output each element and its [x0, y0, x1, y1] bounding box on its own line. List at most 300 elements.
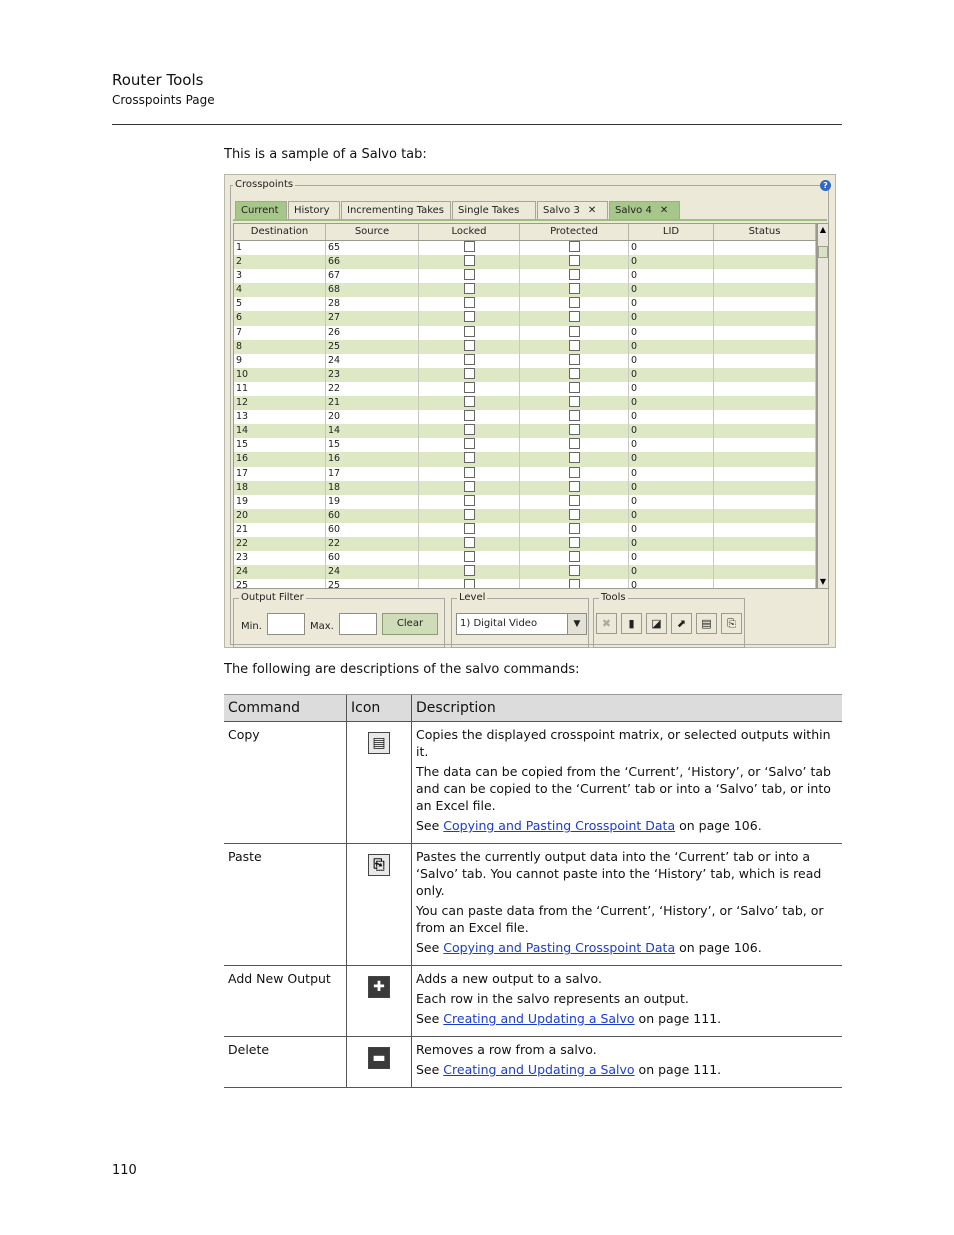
checkbox[interactable] [569, 565, 580, 576]
see-prefix: See [416, 818, 444, 833]
tab-current[interactable] [235, 201, 287, 219]
checkbox[interactable] [464, 255, 475, 266]
status-cell[interactable] [714, 523, 816, 537]
source-cell[interactable]: 24 [326, 565, 419, 579]
locked-checkbox [419, 326, 520, 340]
status-cell[interactable] [714, 326, 816, 340]
checkbox[interactable] [464, 424, 475, 435]
destination-cell[interactable]: 3 [234, 269, 326, 283]
checkbox[interactable] [569, 551, 580, 562]
status-cell[interactable] [714, 467, 816, 481]
source-cell[interactable]: 28 [326, 297, 419, 311]
lid-cell[interactable]: 0 [629, 255, 714, 269]
destination-cell[interactable]: 22 [234, 537, 326, 551]
level-title: Level [459, 592, 486, 603]
checkbox[interactable] [569, 297, 580, 308]
see-also [416, 1010, 838, 1027]
command-icon-cell [347, 966, 412, 1037]
lid-cell[interactable]: 0 [629, 467, 714, 481]
take-pending-icon[interactable]: ⬈ [671, 613, 692, 634]
lid-cell[interactable]: 0 [629, 438, 714, 452]
help-icon[interactable]: ? [820, 180, 831, 191]
lid-cell[interactable]: 0 [629, 523, 714, 537]
status-cell[interactable] [714, 311, 816, 325]
protected-checkbox [520, 495, 629, 509]
description-line: You can paste data from the ‘Current’, ‘History’, or ‘Salvo’ tab, or from an Excel file. [416, 903, 824, 935]
source-cell[interactable]: 18 [326, 481, 419, 495]
protected-checkbox [520, 467, 629, 481]
command-name: Paste [224, 844, 347, 966]
page-number: 110 [112, 1163, 137, 1178]
source-cell[interactable]: 25 [326, 579, 419, 589]
source-cell[interactable]: 22 [326, 537, 419, 551]
lid-cell[interactable]: 0 [629, 495, 714, 509]
crosspoints-group-title: Crosspoints [235, 179, 294, 190]
command-description [412, 1037, 843, 1088]
column-header-status[interactable]: Status [714, 224, 816, 240]
source-cell[interactable]: 22 [326, 382, 419, 396]
tab-salvo-3[interactable] [537, 201, 608, 219]
checkbox[interactable] [569, 424, 580, 435]
lid-cell[interactable]: 0 [629, 565, 714, 579]
output-filter-group [233, 592, 445, 648]
checkbox[interactable] [569, 340, 580, 351]
destination-cell[interactable]: 9 [234, 354, 326, 368]
lid-cell[interactable]: 0 [629, 241, 714, 255]
checkbox[interactable] [569, 537, 580, 548]
status-cell[interactable] [714, 241, 816, 255]
checkbox[interactable] [464, 396, 475, 407]
tools-group [593, 592, 745, 648]
source-cell[interactable]: 17 [326, 467, 419, 481]
tab-history[interactable] [288, 201, 340, 219]
checkbox[interactable] [464, 241, 475, 252]
table-row[interactable] [234, 311, 816, 325]
description-line: The data can be copied from the ‘Current’, ‘History’, or ‘Salvo’ tab and can be copied to the ‘Current’ tab or into a ‘Salvo’ tab, or into an Excel file. [416, 764, 831, 813]
status-cell[interactable] [714, 509, 816, 523]
protected-checkbox [520, 368, 629, 382]
table-row [224, 844, 842, 966]
checkbox[interactable] [464, 297, 475, 308]
status-cell[interactable] [714, 368, 816, 382]
status-cell[interactable] [714, 269, 816, 283]
locked-checkbox [419, 467, 520, 481]
max-input[interactable] [339, 613, 377, 635]
source-cell[interactable]: 27 [326, 311, 419, 325]
checkbox[interactable] [569, 269, 580, 280]
status-cell[interactable] [714, 551, 816, 565]
locked-checkbox [419, 565, 520, 579]
table-row[interactable] [234, 241, 816, 255]
header-command: Command [224, 695, 347, 722]
cross-reference-link[interactable]: Creating and Updating a Salvo [443, 1062, 635, 1077]
see-suffix: on page 106. [675, 818, 762, 833]
tab-label: Salvo 4 [615, 205, 652, 216]
status-cell[interactable] [714, 537, 816, 551]
intro-text: This is a sample of a Salvo tab: [224, 147, 427, 162]
source-cell[interactable]: 21 [326, 396, 419, 410]
protected-checkbox [520, 579, 629, 589]
checkbox[interactable] [569, 241, 580, 252]
source-cell[interactable]: 20 [326, 410, 419, 424]
checkbox[interactable] [464, 438, 475, 449]
protected-checkbox [520, 410, 629, 424]
tab-incrementing-takes[interactable] [341, 201, 451, 219]
lid-cell[interactable]: 0 [629, 354, 714, 368]
status-cell[interactable] [714, 396, 816, 410]
status-cell[interactable] [714, 579, 816, 589]
destination-cell[interactable]: 7 [234, 326, 326, 340]
locked-checkbox [419, 297, 520, 311]
level-selected-value: 1) Digital Video [460, 618, 538, 629]
scroll-down-icon[interactable]: ▼ [819, 577, 827, 586]
checkbox[interactable] [464, 269, 475, 280]
destination-cell[interactable]: 14 [234, 424, 326, 438]
cross-reference-link[interactable]: Copying and Pasting Crosspoint Data [443, 940, 676, 955]
table-row[interactable] [234, 283, 816, 297]
source-cell[interactable]: 24 [326, 354, 419, 368]
checkbox[interactable] [569, 311, 580, 322]
output-filter-title: Output Filter [241, 592, 304, 603]
command-description [412, 966, 843, 1037]
destination-cell[interactable]: 6 [234, 311, 326, 325]
table-row[interactable] [234, 551, 816, 565]
destination-cell[interactable]: 18 [234, 481, 326, 495]
checkbox[interactable] [569, 382, 580, 393]
command-name: Delete [224, 1037, 347, 1088]
description-intro: The following are descriptions of the salvo commands: [224, 662, 580, 677]
add-output-icon[interactable]: ▮ [621, 613, 642, 634]
protected-checkbox [520, 297, 629, 311]
checkbox[interactable] [569, 481, 580, 492]
locked-checkbox [419, 269, 520, 283]
copy-icon[interactable]: ▤ [696, 613, 717, 634]
description-line: Removes a row from a salvo. [416, 1042, 597, 1057]
column-header-source[interactable]: Source [326, 224, 419, 240]
checkbox[interactable] [464, 467, 475, 478]
destination-cell[interactable]: 4 [234, 283, 326, 297]
see-prefix: See [416, 1062, 444, 1077]
see-suffix: on page 111. [634, 1011, 722, 1026]
close-icon[interactable]: ✕ [587, 205, 597, 216]
table-row [224, 1037, 842, 1088]
lid-cell[interactable]: 0 [629, 311, 714, 325]
source-cell[interactable]: 68 [326, 283, 419, 297]
table-row[interactable] [234, 396, 816, 410]
column-header-lid[interactable]: LID [629, 224, 714, 240]
destination-cell[interactable]: 24 [234, 565, 326, 579]
column-header-protected[interactable]: Protected [520, 224, 629, 240]
level-select[interactable] [456, 613, 587, 635]
status-cell[interactable] [714, 382, 816, 396]
protected-checkbox [520, 438, 629, 452]
checkbox[interactable] [464, 523, 475, 534]
cross-reference-link[interactable]: Creating and Updating a Salvo [443, 1011, 635, 1026]
lid-cell[interactable]: 0 [629, 340, 714, 354]
delete-icon[interactable]: ✖ [596, 613, 617, 634]
lid-cell[interactable]: 0 [629, 382, 714, 396]
checkbox[interactable] [464, 537, 475, 548]
status-cell[interactable] [714, 438, 816, 452]
checkbox[interactable] [464, 495, 475, 506]
checkbox[interactable] [464, 354, 475, 365]
close-icon[interactable]: ✕ [659, 205, 669, 216]
paste-icon: ⎘ [368, 854, 390, 876]
cross-reference-link[interactable]: Copying and Pasting Crosspoint Data [443, 818, 676, 833]
checkbox[interactable] [464, 579, 475, 589]
destination-cell[interactable]: 12 [234, 396, 326, 410]
status-cell[interactable] [714, 452, 816, 466]
checkbox[interactable] [569, 495, 580, 506]
table-row[interactable] [234, 495, 816, 509]
lid-cell[interactable]: 0 [629, 579, 714, 589]
locked-checkbox [419, 354, 520, 368]
tab-label: Current [241, 205, 279, 216]
command-icon-cell [347, 722, 412, 844]
lid-cell[interactable]: 0 [629, 424, 714, 438]
command-description [412, 844, 843, 966]
status-cell[interactable] [714, 565, 816, 579]
lid-cell[interactable]: 0 [629, 283, 714, 297]
header-description: Description [412, 695, 843, 722]
source-cell[interactable]: 23 [326, 368, 419, 382]
destination-cell[interactable]: 19 [234, 495, 326, 509]
lid-cell[interactable]: 0 [629, 452, 714, 466]
destination-cell[interactable]: 15 [234, 438, 326, 452]
lid-cell[interactable]: 0 [629, 297, 714, 311]
protected-checkbox [520, 269, 629, 283]
lid-cell[interactable]: 0 [629, 269, 714, 283]
salvo-screenshot [224, 174, 836, 648]
checkbox[interactable] [464, 340, 475, 351]
level-group [451, 592, 589, 648]
see-prefix: See [416, 940, 444, 955]
protected-checkbox [520, 424, 629, 438]
tab-single-takes[interactable] [452, 201, 536, 219]
table-header-row [224, 695, 842, 722]
source-cell[interactable]: 65 [326, 241, 419, 255]
checkbox[interactable] [464, 565, 475, 576]
destination-cell[interactable]: 23 [234, 551, 326, 565]
table-row[interactable] [234, 269, 816, 283]
status-cell[interactable] [714, 340, 816, 354]
source-cell[interactable]: 16 [326, 452, 419, 466]
lid-cell[interactable]: 0 [629, 396, 714, 410]
checkbox[interactable] [464, 410, 475, 421]
column-header-destination[interactable]: Destination [234, 224, 326, 240]
locked-checkbox [419, 396, 520, 410]
description-line: Copies the displayed crosspoint matrix, or selected outputs within it. [416, 727, 831, 759]
checkbox[interactable] [569, 579, 580, 589]
tab-underline [233, 219, 827, 221]
lid-cell[interactable]: 0 [629, 509, 714, 523]
table-row[interactable] [234, 579, 816, 589]
checkbox[interactable] [569, 255, 580, 266]
locked-checkbox [419, 340, 520, 354]
protected-checkbox [520, 340, 629, 354]
table-body [224, 722, 842, 1088]
status-cell[interactable] [714, 424, 816, 438]
table-row[interactable] [234, 523, 816, 537]
checkbox[interactable] [569, 354, 580, 365]
source-cell[interactable]: 14 [326, 424, 419, 438]
table-row[interactable] [234, 509, 816, 523]
protected-checkbox [520, 396, 629, 410]
scroll-thumb[interactable] [818, 246, 828, 258]
lid-cell[interactable]: 0 [629, 368, 714, 382]
min-input[interactable] [267, 613, 305, 635]
description-line: Adds a new output to a salvo. [416, 971, 602, 986]
tab-label: Salvo 3 [543, 205, 580, 216]
source-cell[interactable]: 26 [326, 326, 419, 340]
table-row[interactable] [234, 452, 816, 466]
checkbox[interactable] [569, 396, 580, 407]
table-row[interactable] [234, 438, 816, 452]
status-cell[interactable] [714, 297, 816, 311]
checkbox[interactable] [569, 438, 580, 449]
command-name: Copy [224, 722, 347, 844]
status-cell[interactable] [714, 283, 816, 297]
scroll-up-icon[interactable]: ▲ [819, 225, 827, 234]
clear-button[interactable]: Clear [382, 613, 438, 635]
protected-checkbox [520, 283, 629, 297]
table-row [224, 966, 842, 1037]
checkbox[interactable] [464, 326, 475, 337]
checkbox[interactable] [569, 368, 580, 379]
lid-cell[interactable]: 0 [629, 481, 714, 495]
table-row[interactable] [234, 255, 816, 269]
status-cell[interactable] [714, 354, 816, 368]
checkbox[interactable] [569, 467, 580, 478]
command-icon-cell [347, 1037, 412, 1088]
checkbox[interactable] [464, 452, 475, 463]
min-label: Min. [241, 621, 262, 632]
checkbox[interactable] [464, 283, 475, 294]
checkbox[interactable] [464, 311, 475, 322]
source-cell[interactable]: 67 [326, 269, 419, 283]
table-row[interactable] [234, 340, 816, 354]
table-row[interactable] [234, 481, 816, 495]
see-suffix: on page 111. [634, 1062, 722, 1077]
source-cell[interactable]: 15 [326, 438, 419, 452]
protected-checkbox [520, 551, 629, 565]
table-row[interactable] [234, 424, 816, 438]
destination-cell[interactable]: 2 [234, 255, 326, 269]
destination-cell[interactable]: 16 [234, 452, 326, 466]
checkbox[interactable] [464, 551, 475, 562]
source-cell[interactable]: 25 [326, 340, 419, 354]
destination-cell[interactable]: 17 [234, 467, 326, 481]
destination-cell[interactable]: 13 [234, 410, 326, 424]
protected-checkbox [520, 382, 629, 396]
checkbox[interactable] [569, 326, 580, 337]
destination-cell[interactable]: 20 [234, 509, 326, 523]
column-header-locked[interactable]: Locked [419, 224, 520, 240]
destination-cell[interactable]: 5 [234, 297, 326, 311]
source-cell[interactable]: 66 [326, 255, 419, 269]
destination-cell[interactable]: 1 [234, 241, 326, 255]
checkbox[interactable] [569, 509, 580, 520]
chevron-down-icon[interactable]: ▼ [567, 614, 586, 634]
header-divider [112, 124, 842, 125]
grid-header [234, 224, 816, 241]
lid-cell[interactable]: 0 [629, 551, 714, 565]
destination-cell[interactable]: 21 [234, 523, 326, 537]
table-row[interactable] [234, 410, 816, 424]
locked-checkbox [419, 241, 520, 255]
table-row[interactable] [234, 297, 816, 311]
locked-checkbox [419, 537, 520, 551]
locked-checkbox [419, 424, 520, 438]
checkbox[interactable] [464, 368, 475, 379]
table-row[interactable] [234, 354, 816, 368]
max-label: Max. [310, 621, 334, 632]
paste-icon[interactable]: ⎘ [721, 613, 742, 634]
checkbox[interactable] [464, 481, 475, 492]
tab-salvo-4[interactable] [609, 201, 680, 219]
checkbox[interactable] [569, 523, 580, 534]
locked-checkbox [419, 551, 520, 565]
checkbox[interactable] [569, 452, 580, 463]
crosspoint-grid [233, 223, 817, 589]
source-cell[interactable]: 60 [326, 509, 419, 523]
table-row[interactable] [234, 368, 816, 382]
protected-checkbox [520, 565, 629, 579]
table-row[interactable] [234, 565, 816, 579]
table-row[interactable] [234, 326, 816, 340]
table-row[interactable] [234, 467, 816, 481]
source-cell[interactable]: 60 [326, 551, 419, 565]
lid-cell[interactable]: 0 [629, 326, 714, 340]
locked-checkbox [419, 495, 520, 509]
table-row[interactable] [234, 537, 816, 551]
salvo-commands-table [224, 694, 842, 1088]
source-cell[interactable]: 60 [326, 523, 419, 537]
command-description [412, 722, 843, 844]
destination-cell[interactable]: 25 [234, 579, 326, 589]
locked-checkbox [419, 438, 520, 452]
status-cell[interactable] [714, 481, 816, 495]
copy-icon: ▤ [368, 732, 390, 754]
status-cell[interactable] [714, 410, 816, 424]
table-row [224, 722, 842, 844]
checkbox[interactable] [464, 509, 475, 520]
source-cell[interactable]: 19 [326, 495, 419, 509]
running-header-title: Router Tools [112, 71, 204, 89]
locked-checkbox [419, 481, 520, 495]
protected-checkbox [520, 452, 629, 466]
table-row[interactable] [234, 382, 816, 396]
grid-scrollbar[interactable] [817, 223, 829, 589]
tab-label: History [294, 205, 330, 216]
destination-cell[interactable]: 10 [234, 368, 326, 382]
lid-cell[interactable]: 0 [629, 410, 714, 424]
status-cell[interactable] [714, 495, 816, 509]
checkbox[interactable] [569, 410, 580, 421]
take-icon[interactable]: ◪ [646, 613, 667, 634]
delete-icon: ▬ [368, 1047, 390, 1069]
destination-cell[interactable]: 11 [234, 382, 326, 396]
grid-body [234, 241, 816, 589]
tab-label: Single Takes [458, 205, 520, 216]
checkbox[interactable] [464, 382, 475, 393]
lid-cell[interactable]: 0 [629, 537, 714, 551]
checkbox[interactable] [569, 283, 580, 294]
status-cell[interactable] [714, 255, 816, 269]
destination-cell[interactable]: 8 [234, 340, 326, 354]
protected-checkbox [520, 311, 629, 325]
header-icon: Icon [347, 695, 412, 722]
